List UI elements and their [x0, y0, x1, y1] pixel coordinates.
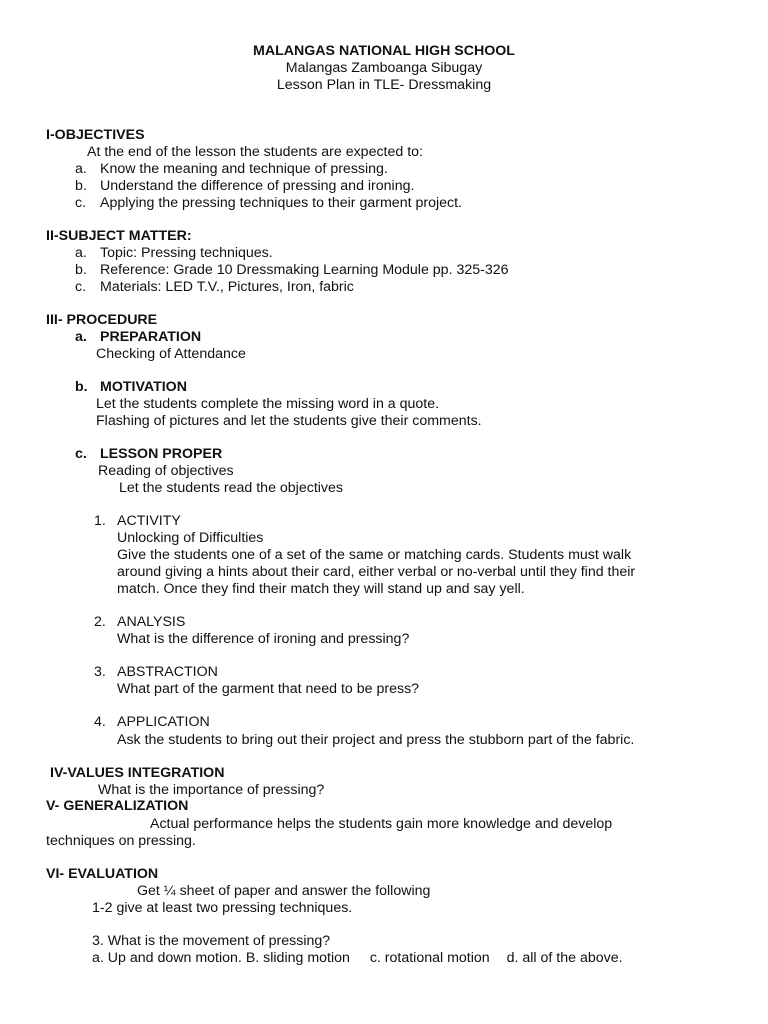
list-text: Reference: Grade 10 Dressmaking Learning Module pp. 325-326 — [100, 262, 509, 278]
lesson-plan-title: Lesson Plan in TLE- Dressmaking — [276, 77, 492, 93]
application-line: Ask the students to bring out their project and press the stubborn part of the fabric. — [117, 732, 635, 748]
step-title: ANALYSIS — [117, 614, 186, 630]
motivation-line: Let the students complete the missing word in a quote. — [96, 396, 440, 412]
section-title: PREPARATION — [100, 329, 202, 345]
list-marker: c. — [75, 446, 87, 462]
lesson-proper-reading-detail: Let the students read the objectives — [119, 480, 343, 496]
evaluation-question: 1-2 give at least two pressing techniques. — [92, 900, 353, 916]
evaluation-question: 3. What is the movement of pressing? — [92, 933, 331, 949]
procedure-heading: III- PROCEDURE — [46, 312, 158, 328]
lesson-proper-reading: Reading of objectives — [98, 463, 234, 479]
abstraction-heading — [94, 664, 218, 681]
activity-line: match. Once they find their match they will stand up and say yell. — [117, 581, 525, 597]
list-marker: b. — [75, 379, 88, 395]
step-title: ACTIVITY — [117, 513, 181, 529]
subject-item — [75, 245, 273, 262]
application-heading — [94, 714, 210, 731]
list-marker: b. — [75, 178, 87, 194]
list-marker: 3. — [94, 664, 106, 680]
section-title: MOTIVATION — [100, 379, 187, 395]
subject-item — [75, 262, 509, 279]
motivation-heading — [75, 379, 187, 396]
subject-matter-heading: II-SUBJECT MATTER: — [46, 228, 192, 244]
list-marker: c. — [75, 195, 87, 211]
choice-b: B. sliding motion — [245, 950, 350, 966]
analysis-line: What is the difference of ironing and pressing? — [117, 631, 410, 647]
abstraction-line: What part of the garment that need to be press? — [117, 681, 420, 697]
list-text: Applying the pressing techniques to their garment project. — [100, 195, 462, 211]
objectives-heading: I-OBJECTIVES — [46, 127, 145, 143]
activity-line: Unlocking of Difficulties — [117, 530, 264, 546]
activity-heading — [94, 513, 181, 530]
list-marker: a. — [75, 245, 87, 261]
school-location: Malangas Zamboanga Sibugay — [285, 60, 483, 76]
motivation-line: Flashing of pictures and let the students give their comments. — [96, 413, 482, 429]
list-marker: 2. — [94, 614, 106, 630]
list-text: Understand the difference of pressing and ironing. — [100, 178, 415, 194]
choice-d: d. all of the above. — [506, 950, 623, 966]
values-text: What is the importance of pressing? — [98, 782, 325, 798]
analysis-heading — [94, 614, 185, 631]
school-name: MALANGAS NATIONAL HIGH SCHOOL — [253, 43, 515, 59]
preparation-heading — [75, 329, 201, 346]
generalization-heading: V- GENERALIZATION — [46, 798, 189, 814]
objective-item — [75, 178, 414, 195]
objectives-intro: At the end of the lesson the students are expected to: — [87, 144, 423, 160]
list-text: Know the meaning and technique of pressing. — [100, 161, 388, 177]
list-marker: a. — [75, 161, 87, 177]
evaluation-choices — [92, 950, 623, 967]
section-title: LESSON PROPER — [100, 446, 223, 462]
list-text: Topic: Pressing techniques. — [100, 245, 273, 261]
choice-c: c. rotational motion — [369, 950, 490, 966]
values-heading: IV-VALUES INTEGRATION — [50, 765, 225, 781]
generalization-line: Actual performance helps the students gain more knowledge and develop — [150, 816, 613, 832]
generalization-line: techniques on pressing. — [46, 833, 196, 849]
list-marker: b. — [75, 262, 87, 278]
list-marker: c. — [75, 279, 87, 295]
evaluation-heading: VI- EVALUATION — [46, 866, 159, 882]
objective-item — [75, 195, 462, 212]
list-marker: 4. — [94, 714, 106, 730]
activity-line: around giving a hints about their card, either verbal or no-verbal until they find their — [117, 564, 636, 580]
step-title: ABSTRACTION — [117, 664, 218, 680]
list-marker: 1. — [94, 513, 106, 529]
choice-a: a. Up and down motion. — [92, 950, 242, 966]
list-marker: a. — [75, 329, 87, 345]
subject-item — [75, 279, 354, 296]
objective-item — [75, 161, 388, 178]
activity-line: Give the students one of a set of the same or matching cards. Students must walk — [117, 547, 632, 563]
evaluation-intro: Get ¼ sheet of paper and answer the following — [137, 883, 431, 899]
preparation-text: Checking of Attendance — [96, 346, 246, 362]
list-text: Materials: LED T.V., Pictures, Iron, fabric — [100, 279, 354, 295]
step-title: APPLICATION — [117, 714, 210, 730]
lesson-proper-heading — [75, 446, 222, 463]
